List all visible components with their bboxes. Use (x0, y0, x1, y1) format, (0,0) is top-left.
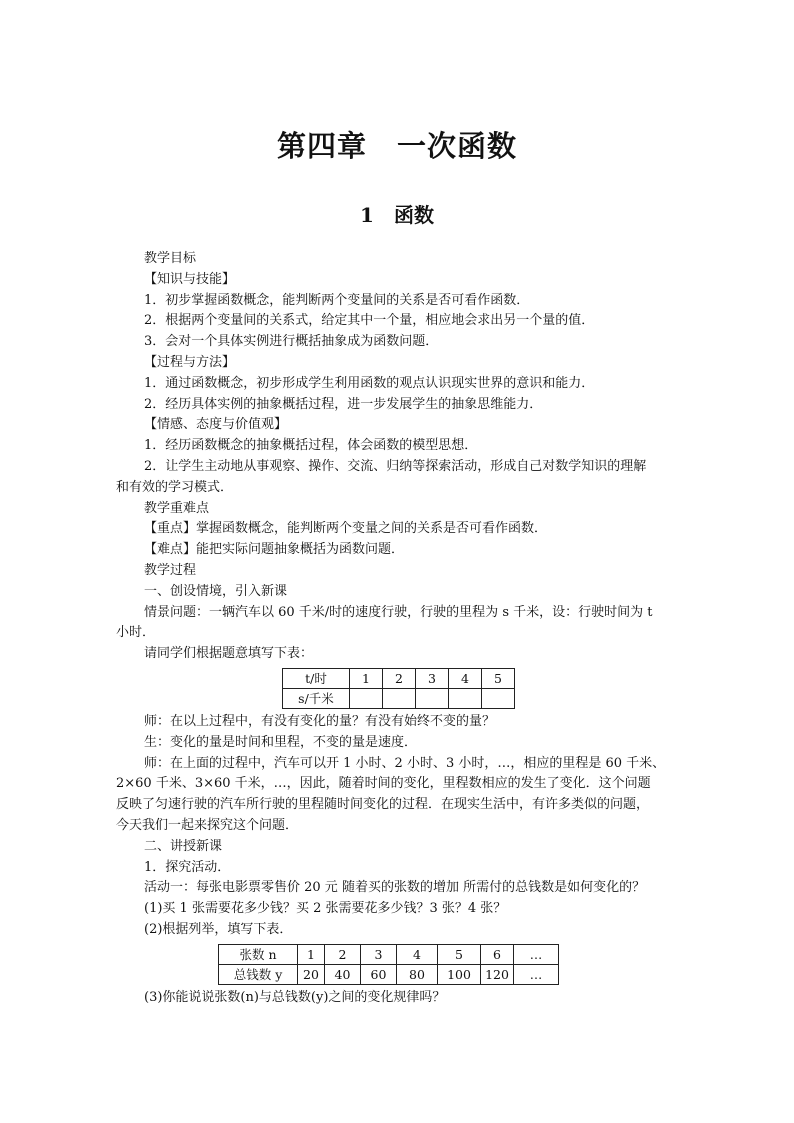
table-cell: 4 (449, 668, 482, 688)
paragraph-line: (3)你能说说张数(n)与总钱数(y)之间的变化规律吗？ (144, 989, 446, 1005)
table-cell: 5 (438, 944, 481, 964)
table-cell: 2 (383, 668, 416, 688)
paragraph-line: 一、创设情境，引入新课 (144, 583, 288, 599)
paragraph-line: 教学过程 (144, 562, 197, 578)
paragraph-line: 情景问题：一辆汽车以 60 千米/时的速度行驶，行驶的里程为 s 千米，设：行驶时间为 t (144, 604, 653, 620)
table-row (219, 944, 559, 964)
table-cell: 120 (481, 964, 514, 984)
paragraph-line: 1．初步掌握函数概念，能判断两个变量间的关系是否可看作函数． (144, 292, 530, 308)
paragraph-line: 反映了匀速行驶的汽车所行驶的里程随时间变化的过程．在现实生活中，有许多类似的问题， (116, 797, 650, 813)
table-cell (482, 688, 515, 708)
table-cell: 4 (397, 944, 438, 964)
paragraph-line: 3．会对一个具体实例进行概括抽象成为函数问题． (144, 334, 439, 350)
paragraph-line: 二、讲授新课 (144, 838, 223, 854)
table-cell: 60 (361, 964, 397, 984)
table-cell (449, 688, 482, 708)
section-title: 1 函数 (360, 203, 434, 227)
paragraph-line: 2．经历具体实例的抽象概括过程，进一步发展学生的抽象思维能力． (144, 396, 543, 412)
paragraph-line: 师：在上面的过程中，汽车可以开 1 小时、2 小时、3 小时，…，相应的里程是 60 千米、 (144, 755, 666, 771)
paragraph-line: 【重点】掌握函数概念，能判断两个变量之间的关系是否可看作函数． (144, 521, 548, 537)
paragraph-line: 今天我们一起来探究这个问题． (116, 817, 299, 833)
paragraph-line: 1．经历函数概念的抽象概括过程，体会函数的模型思想． (144, 438, 478, 454)
paragraph-line: 2．让学生主动地从事观察、操作、交流、归纳等探索活动，形成自己对数学知识的理解 (144, 458, 647, 474)
time-distance-table (282, 668, 515, 709)
paragraph-line: 【知识与技能】 (144, 271, 236, 287)
table-cell: … (514, 944, 559, 964)
table-row (283, 688, 515, 708)
ticket-count-table (218, 944, 559, 985)
table-cell: 2 (325, 944, 361, 964)
paragraph-line: (1)买 1 张需要花多少钱？买 2 张需要花多少钱？3 张？4 张？ (144, 901, 507, 917)
table-cell: 1 (298, 944, 325, 964)
table-cell: 40 (325, 964, 361, 984)
paragraph-line: 【情感、态度与价值观】 (144, 417, 288, 433)
table-cell: 3 (361, 944, 397, 964)
table-cell: t/时 (283, 668, 350, 688)
table-cell: 张数 n (219, 944, 298, 964)
table-cell: … (514, 964, 559, 984)
paragraph-line: 请同学们根据题意填写下表： (144, 646, 314, 662)
paragraph-line: 师：在以上过程中，有没有变化的量？有没有始终不变的量？ (144, 713, 496, 729)
table-cell (383, 688, 416, 708)
table-cell: 6 (481, 944, 514, 964)
paragraph-line: 和有效的学习模式． (116, 479, 234, 495)
paragraph-line: 教学重难点 (144, 500, 210, 516)
paragraph-line: (2)根据列举，填写下表． (144, 921, 293, 937)
paragraph-line: 1．探究活动． (144, 859, 231, 875)
table-cell: 1 (350, 668, 383, 688)
table-cell: 20 (298, 964, 325, 984)
paragraph-line: 【过程与方法】 (144, 354, 236, 370)
table-cell: 3 (416, 668, 449, 688)
paragraph-line: 生：变化的量是时间和里程，不变的量是速度． (144, 734, 418, 750)
table-cell: 总钱数 y (219, 964, 298, 984)
paragraph-line: 1．通过函数概念，初步形成学生利用函数的观点认识现实世界的意识和能力． (144, 375, 595, 391)
table-cell: 80 (397, 964, 438, 984)
paragraph-line: 小时． (116, 625, 156, 641)
table-cell (416, 688, 449, 708)
table-cell: s/千米 (283, 688, 350, 708)
paragraph-line: 2×60 千米、3×60 千米，…，因此，随着时间的变化，里程数相应的发生了变化．这个问题 (116, 776, 651, 792)
table-row (219, 964, 559, 984)
chapter-title: 第四章 一次函数 (276, 129, 517, 163)
table-cell: 5 (482, 668, 515, 688)
table-cell (350, 688, 383, 708)
paragraph-line: 2．根据两个变量间的关系式，给定其中一个量，相应地会求出另一个量的值． (144, 313, 595, 329)
table-row (283, 668, 515, 688)
paragraph-line: 【难点】能把实际问题抽象概括为函数问题． (144, 542, 405, 558)
table-cell: 100 (438, 964, 481, 984)
document-body (116, 249, 690, 1009)
paragraph-line: 活动一：每张电影票零售价 20 元 随着买的张数的增加 所需付的总钱数是如何变化的？ (144, 880, 646, 896)
paragraph-line: 教学目标 (144, 251, 197, 266)
